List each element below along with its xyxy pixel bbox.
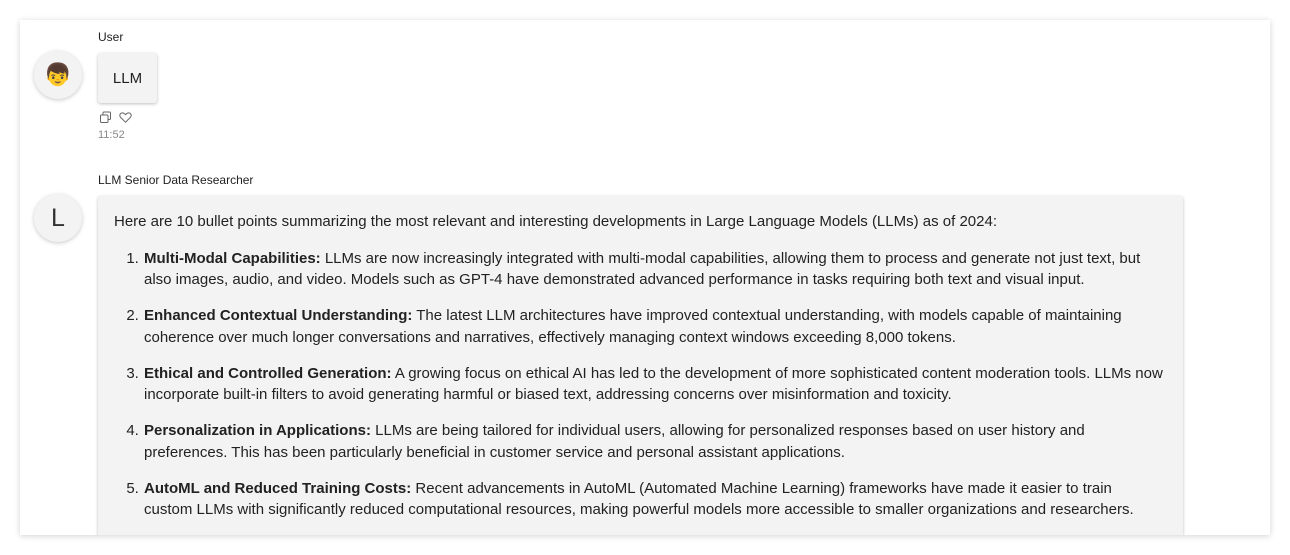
list-item-text: A growing focus on ethical AI has led to the development of more sophisticated content moderation tools. LLMs now incorporate built-in filters to avoid generating harmful or biased text, addressing concerns over misinformation and toxicity.	[144, 364, 1163, 403]
user-avatar-emoji: 👦	[44, 62, 72, 87]
user-message-bubble	[98, 53, 157, 103]
list-item-text: The latest LLM architectures have improved contextual understanding, with models capable of maintaining coherence over much longer conversations and narratives, effectively managing context windows exceeding 8,000 tokens.	[144, 307, 1122, 346]
list-item-text: LLMs are being tailored for individual users, allowing for personalized responses based on user history and preferences. This has been particularly beneficial in customer service and personal assistant applications.	[144, 422, 1085, 461]
list-item	[143, 420, 1163, 463]
list-item-text: LLMs are now increasingly integrated with multi-modal capabilities, allowing them to process and generate not just text, but also images, audio, and video. Models such as GPT-4 have demonstrated advanced performance in tasks requiring both text and visual input.	[144, 249, 1141, 288]
assistant-intro-text: Here are 10 bullet points summarizing the most relevant and interesting developments in Large Language Models (LLMs) as of 2024:	[114, 213, 998, 230]
chat-panel	[20, 20, 1270, 535]
list-item	[143, 363, 1163, 406]
list-item-title: Personalization in Applications:	[144, 422, 371, 439]
list-item	[143, 248, 1163, 291]
list-item-title: AutoML and Reduced Training Costs:	[144, 479, 412, 497]
list-item	[143, 478, 1163, 521]
copy-icon[interactable]	[99, 111, 112, 124]
list-item-text: Recent advancements in AutoML (Automated Machine Learning) frameworks have made it easier to train custom LLMs with significantly reduced computational resources, making powerful models more accessible to smaller organizations and researchers.	[144, 479, 1134, 518]
user-avatar	[34, 51, 82, 99]
assistant-message-bubble	[98, 196, 1183, 535]
message-actions	[99, 111, 132, 124]
message-timestamp: 11:52	[98, 129, 125, 141]
user-message-text: LLM	[112, 69, 143, 87]
heart-icon[interactable]	[119, 111, 132, 124]
developments-list	[114, 248, 1163, 521]
assistant-sender-name: LLM Senior Data Researcher	[98, 173, 254, 187]
list-item-title: Multi-Modal Capabilities:	[144, 249, 321, 267]
list-item-title: Enhanced Contextual Understanding:	[144, 307, 413, 324]
assistant-avatar-letter: L	[51, 203, 65, 232]
list-item-title: Ethical and Controlled Generation:	[144, 364, 392, 382]
assistant-avatar	[34, 194, 82, 242]
list-item	[143, 305, 1163, 348]
user-sender-name: User	[98, 30, 124, 44]
